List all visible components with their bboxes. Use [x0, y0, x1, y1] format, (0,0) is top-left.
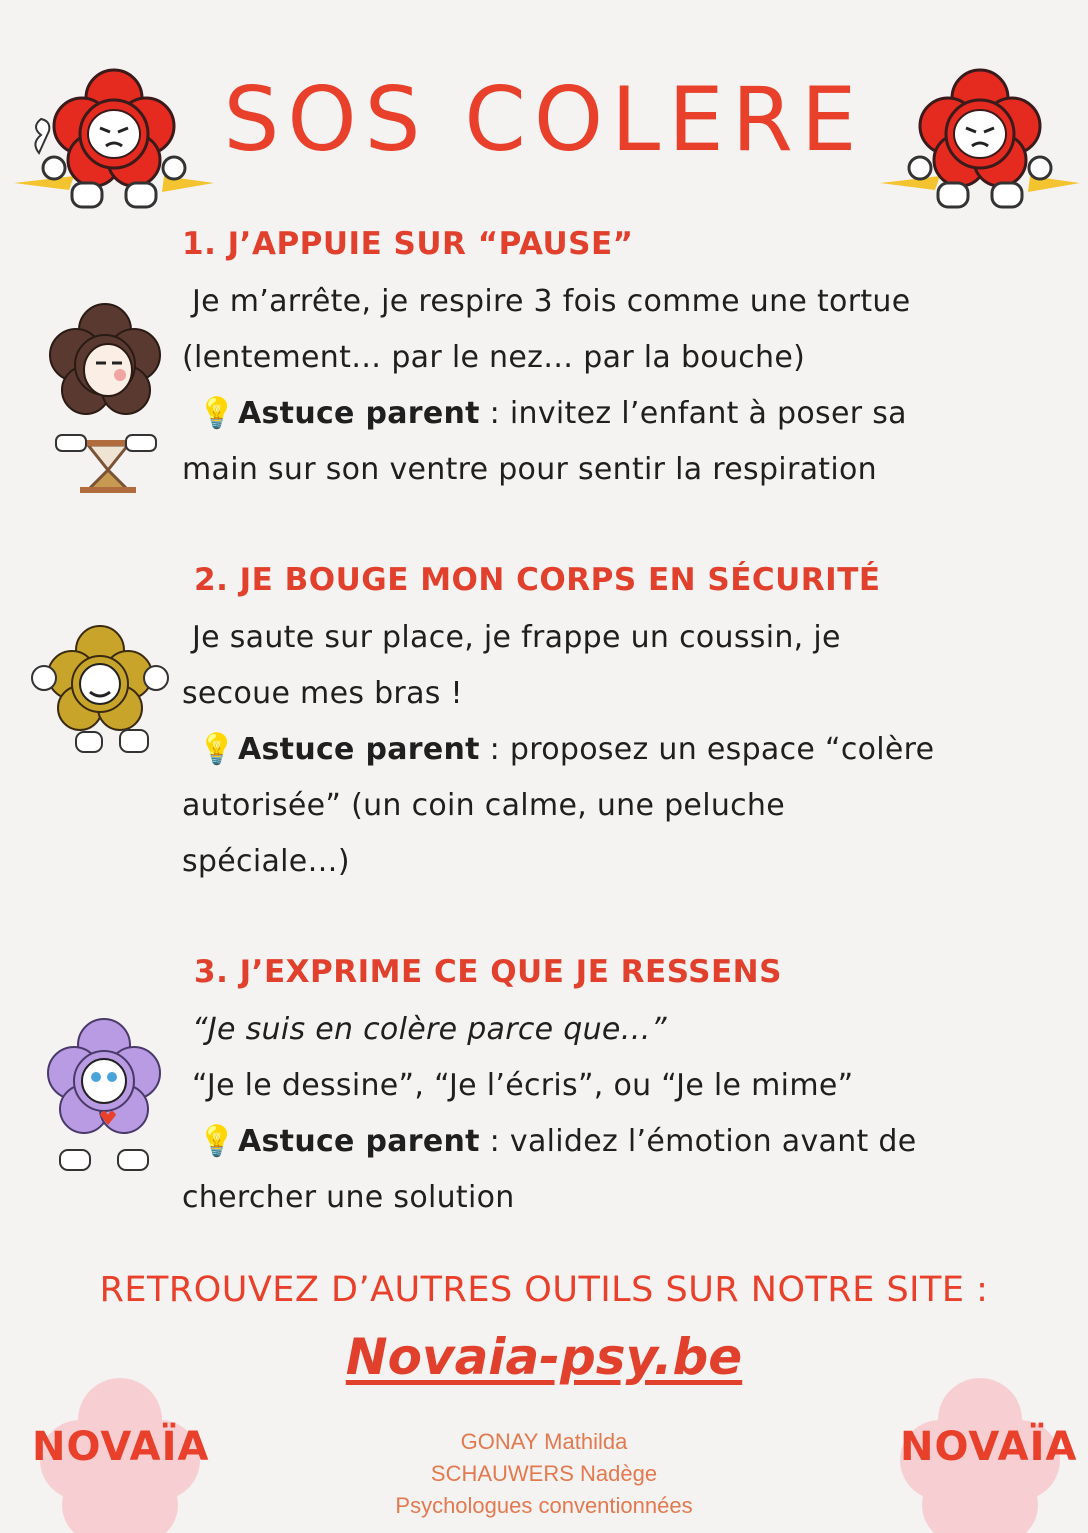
- lightbulb-icon: 💡: [198, 396, 236, 431]
- tip-label: Astuce parent: [238, 732, 480, 767]
- page-title: SOS COLERE: [223, 68, 865, 171]
- section-2-tip-line-2: autorisée” (un coin calme, une peluche: [182, 788, 786, 823]
- novaia-logo-right: NOVAÏA: [900, 1424, 1078, 1470]
- section-2-tip: [198, 722, 934, 778]
- section-3-tip: [198, 1114, 917, 1170]
- tip-text: : invitez l’enfant à poser sa: [479, 396, 907, 431]
- section-1-line-1: Je m’arrête, je respire 3 fois comme une tortue: [192, 284, 911, 319]
- tip-label: Astuce parent: [238, 1124, 480, 1159]
- cheerful-yellow-flower-icon: [28, 620, 173, 765]
- shy-purple-flower-icon: [42, 1015, 167, 1175]
- section-3-line-2: “Je le dessine”, “Je l’écris”, ou “Je le mime”: [192, 1068, 854, 1103]
- footer-cta: RETROUVEZ D’AUTRES OUTILS SUR NOTRE SITE :: [99, 1270, 989, 1310]
- section-2-line-1: Je saute sur place, je frappe un coussin, je: [192, 620, 841, 655]
- credits: [0, 1426, 1088, 1522]
- tip-text: : proposez un espace “colère: [479, 732, 935, 767]
- thinking-brown-flower-icon: [48, 295, 163, 495]
- lightbulb-icon: 💡: [198, 1124, 236, 1159]
- novaia-logo-left: NOVAÏA: [32, 1424, 210, 1470]
- section-3-heading: 3. J’EXPRIME CE QUE JE RESSENS: [194, 954, 782, 990]
- credit-name-2: SCHAUWERS Nadège: [430, 1461, 658, 1486]
- section-2-line-2: secoue mes bras !: [182, 676, 463, 711]
- tip-label: Astuce parent: [238, 396, 480, 431]
- credit-name-1: GONAY Mathilda: [460, 1429, 628, 1454]
- credit-role: Psychologues conventionnées: [395, 1493, 693, 1518]
- website-link[interactable]: Novaia-psy.be: [345, 1328, 743, 1386]
- lightbulb-icon: 💡: [198, 732, 236, 767]
- section-1-tip: [198, 386, 907, 442]
- section-2-heading: 2. JE BOUGE MON CORPS EN SÉCURITÉ: [194, 562, 881, 598]
- section-1-heading: 1. J’APPUIE SUR “PAUSE”: [182, 226, 634, 262]
- section-3-line-1: “Je suis en colère parce que…”: [192, 1012, 667, 1047]
- section-3-tip-line-2: chercher une solution: [182, 1180, 515, 1215]
- section-1-line-2: (lentement… par le nez… par la bouche): [182, 340, 806, 375]
- section-1-tip-line-2: main sur son ventre pour sentir la respiration: [182, 452, 877, 487]
- section-2-tip-line-3: spéciale…): [182, 844, 350, 879]
- tip-text: : validez l’émotion avant de: [479, 1124, 917, 1159]
